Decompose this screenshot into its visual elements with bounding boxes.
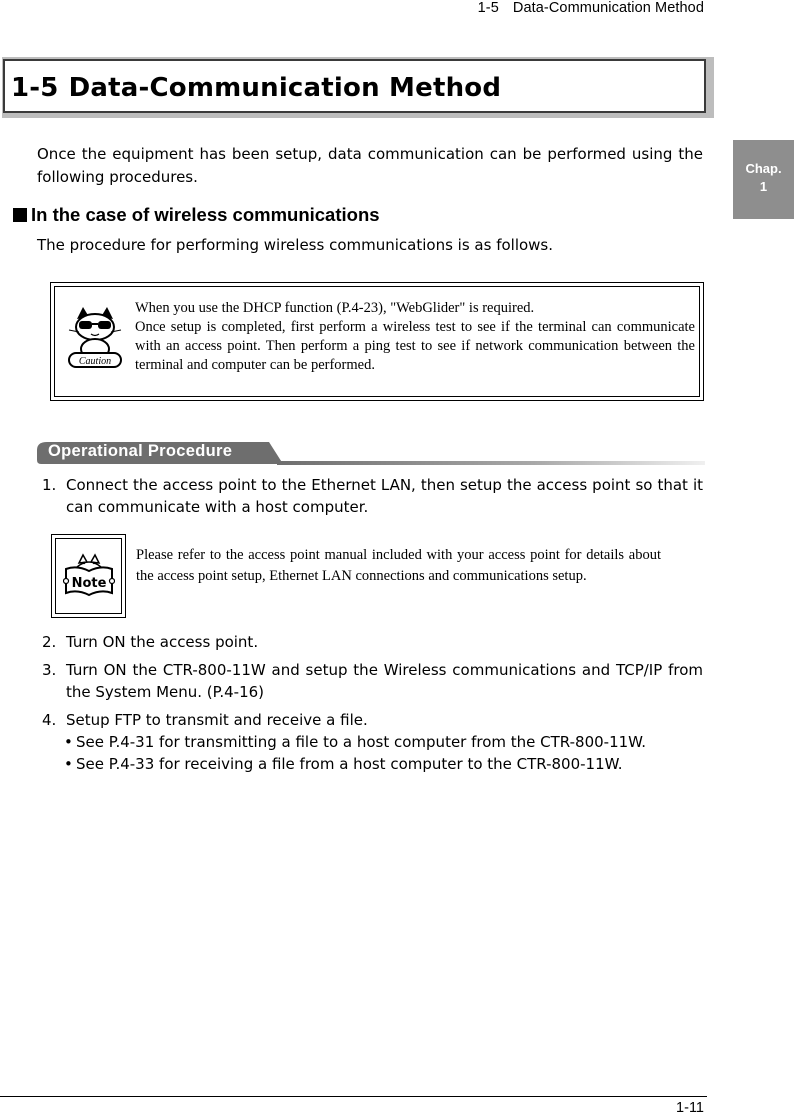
caution-box: [50, 282, 704, 401]
chapter-tab-label: Chap.: [745, 161, 782, 176]
note-text: Please refer to the access point manual included with your access point for details about the access point setup, Ethernet LAN connections and communications setup.: [136, 547, 661, 584]
note-icon-frame: [51, 534, 126, 618]
bullet-text: See P.4-33 for receiving a file from a host computer to the CTR-800-11W.: [76, 755, 623, 773]
procedure-label: Operational Procedure: [48, 442, 233, 460]
step-text: Turn ON the CTR-800-11W and setup the Wireless communications and TCP/IP from the System Menu. (P.4-16): [66, 661, 703, 701]
footer-rule: [0, 1096, 707, 1097]
page-title: [11, 73, 501, 103]
running-header-section-title: Data-Communication Method: [512, 0, 704, 16]
step-number: 2.: [42, 633, 57, 651]
note-icon: [63, 553, 115, 601]
step-number: 4.: [42, 711, 57, 729]
running-header: [478, 0, 704, 16]
caution-text: [135, 299, 695, 375]
step-number: 3.: [42, 661, 57, 679]
procedure-header: [37, 440, 705, 468]
procedure-step-3: [37, 659, 703, 703]
running-header-section-number: 1-5: [477, 0, 499, 16]
chapter-tab: [733, 140, 794, 219]
section-heading-text: In the case of wireless communications: [31, 204, 380, 225]
list-item: [37, 731, 703, 753]
square-bullet-icon: [13, 208, 27, 222]
caution-icon: [67, 305, 123, 373]
step-text: Connect the access point to the Ethernet LAN, then setup the access point so that it can communicate with a host computer.: [66, 476, 703, 516]
list-item: [37, 753, 703, 775]
svg-text:Caution: Caution: [78, 356, 112, 367]
procedure-step-4: [37, 709, 703, 775]
step-number: 1.: [42, 476, 57, 494]
svg-text:Note: Note: [71, 576, 107, 591]
step-text: Turn ON the access point.: [66, 633, 259, 651]
section-lead: The procedure for performing wireless communications is as follows.: [37, 236, 554, 254]
bullet-text: See P.4-31 for transmitting a file to a host computer from the CTR-800-11W.: [76, 733, 647, 751]
intro-paragraph: Once the equipment has been setup, data communication can be performed using the following procedures.: [37, 145, 703, 186]
chapter-tab-number: 1: [759, 179, 768, 194]
bullet-dot-icon: •: [64, 733, 73, 751]
caution-line-2: Once setup is completed, first perform a wireless test to see if the terminal can communicate with an access point. Then perform a ping test to see if network communication between the terminal and computer can be performed.: [135, 319, 695, 373]
caution-line-1: When you use the DHCP function (P.4-23), "WebGlider" is required.: [135, 300, 535, 316]
title-box: [3, 59, 706, 113]
bullet-dot-icon: •: [64, 755, 73, 773]
page-title-number: 1-5: [11, 73, 59, 103]
procedure-step-1: [37, 474, 703, 518]
procedure-step-2: [37, 631, 703, 653]
page-title-text: Data-Communication Method: [68, 73, 502, 103]
section-heading: [13, 204, 380, 226]
step-text: Setup FTP to transmit and receive a file.: [66, 711, 368, 729]
page-number: 1-11: [676, 1100, 704, 1116]
